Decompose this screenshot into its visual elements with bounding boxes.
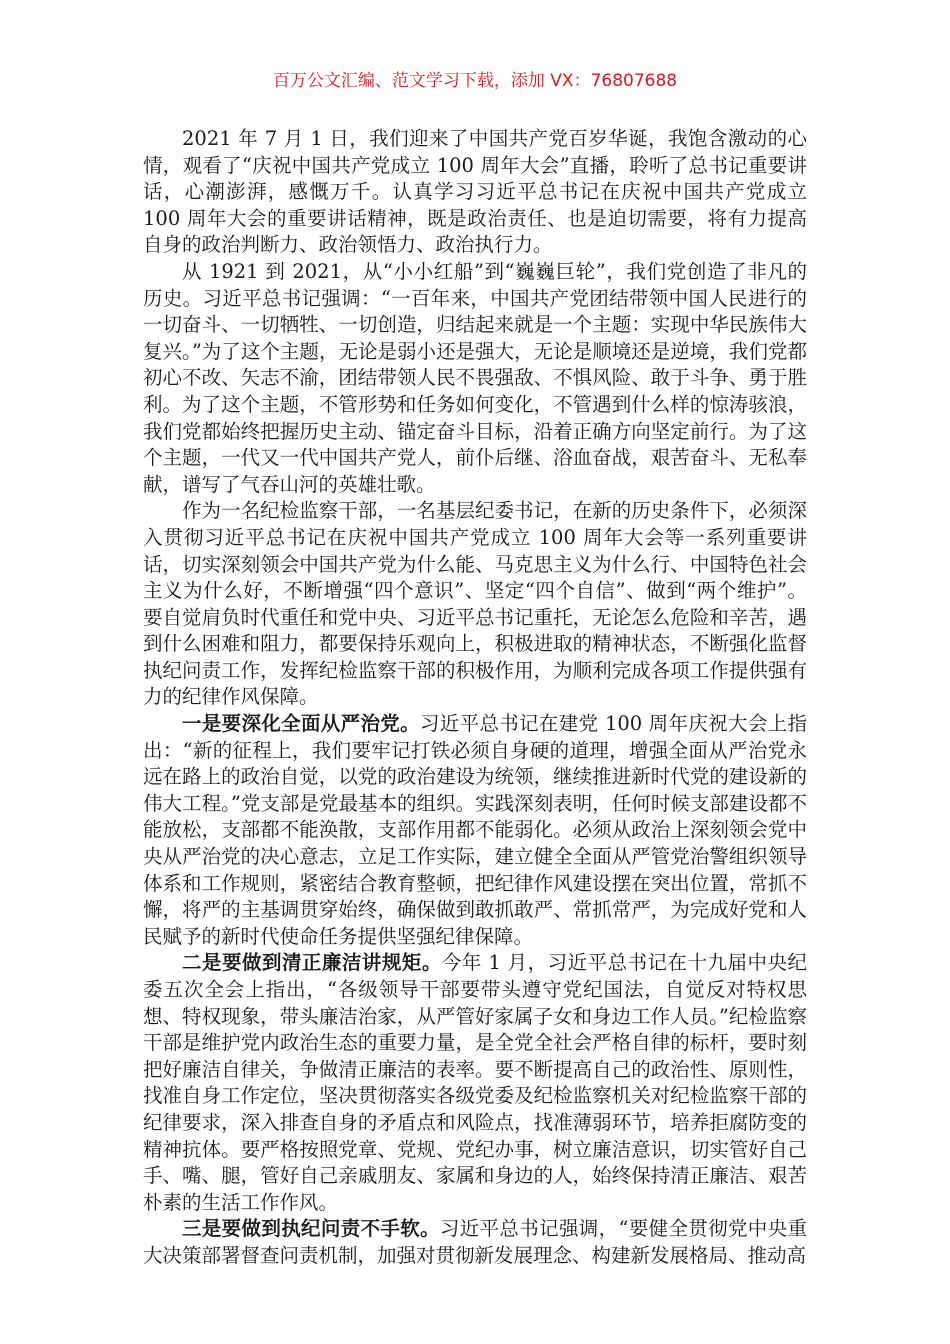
paragraph-intro (143, 126, 807, 259)
document-body (143, 126, 807, 1270)
paragraph-lead: 一是要深化全面从严治党。 (182, 712, 420, 736)
paragraph-lead: 二是要做到清正廉洁讲规矩。 (182, 951, 442, 975)
paragraph-text: 从 1921 到 2021，从“小小红船”到“巍巍巨轮”，我们党创造了非凡的历史。习近平总书记强调：“一百年来，中国共产党团结带领中国人民进行的一切奋斗、一切牺牲、一切创造，归结起来就是一个主题：实现中华民族伟大复兴。”为了这个主题，无论是弱小还是强大，无论是顺境还是逆境，我们党都初心不改、矢志不渝，团结带领人民不畏强敌、不惧风险、敢于斗争、勇于胜利。为了这个主题，不管形势和任务如何变化，不管遇到什么样的惊涛骇浪，我们党都始终把握历史主动、锚定奋斗目标，沿着正确方向坚定前行。为了这个主题，一代又一代中国共产党人，前仆后继、浴血奋战，艰苦奋斗、无私奉献，谱写了气吞山河的英雄壮歌。 (143, 259, 807, 496)
watermark-banner: 百万公文汇编、范文学习下载，添加 VX：76807688 (272, 71, 678, 91)
paragraph-lead: 三是要做到执纪问责不手软。 (182, 1217, 440, 1241)
paragraph-point-three (143, 1216, 807, 1269)
paragraph-history (143, 259, 807, 498)
paragraph-text: 今年 1 月，习近平总书记在十九届中央纪委五次全会上指出，“各级领导干部要带头遵守党纪国法，自觉反对特权思想、特权现象，带头廉洁治家，从严管好家属子女和身边工作人员。”纪检监察干部是维护党内政治生态的重要力量，是全党全社会严格自律的标杆，要时刻把好廉洁自律关，争做清正廉洁的表率。要不断提高自己的政治性、原则性，找准自身工作定位，坚决贯彻落实各级党委及纪检监察机关对纪检监察干部的纪律要求，深入排查自身的矛盾点和风险点，找准薄弱环节，培养拒腐防变的精神抗体。要严格按照党章、党规、党纪办事，树立廉洁意识，切实管好自己手、嘴、腿，管好自己亲戚朋友、家属和身边的人，始终保持清正廉洁、艰苦朴素的生活工作作风。 (143, 951, 807, 1214)
paragraph-text: 2021 年 7 月 1 日，我们迎来了中国共产党百岁华诞，我饱含激动的心情，观看了“庆祝中国共产党成立 100 周年大会”直播，聆听了总书记重要讲话，心潮澎湃，感慨万千。认真学习习近平总书记在庆祝中国共产党成立 100 周年大会的重要讲话精神，既是政治责任、也是迫切需要，将有力提高自身的政治判断力、政治领悟力、政治执行力。 (143, 127, 807, 257)
paragraph-point-one (143, 711, 807, 950)
paragraph-point-two (143, 950, 807, 1216)
paragraph-role (143, 498, 807, 711)
paragraph-text: 作为一名纪检监察干部，一名基层纪委书记，在新的历史条件下，必须深入贯彻习近平总书记在庆祝中国共产党成立 100 周年大会等一系列重要讲话，切实深刻领会中国共产党为什么能、马克思主义为什么行、中国特色社会主义为什么好，不断增强“四个意识”、坚定“四个自信”、做到“两个维护”。要自觉肩负时代重任和党中央、习近平总书记重托，无论怎么危险和辛苦，遇到什么困难和阻力，都要保持乐观向上，积极进取的精神状态，不断强化监督执纪问责工作，发挥纪检监察干部的积极作用，为顺利完成各项工作提供强有力的纪律作风保障。 (143, 499, 807, 709)
paragraph-text: 习近平总书记在建党 100 周年庆祝大会上指出：“新的征程上，我们要牢记打铁必须自身硬的道理，增强全面从严治党永远在路上的政治自觉，以党的政治建设为统领，继续推进新时代党的建设新的伟大工程。”党支部是党最基本的组织。实践深刻表明，任何时候支部建设都不能放松，支部都不能涣散，支部作用都不能弱化。必须从政治上深刻领会党中央从严治党的决心意志，立足工作实际，建立健全全面从严管党治警组织领导体系和工作规则，紧密结合教育整顿，把纪律作风建设摆在突出位置，常抓不懈，将严的主基调贯穿始终，确保做到敢抓敢严、常抓常严，为完成好党和人民赋予的新时代使命任务提供坚强纪律保障。 (143, 712, 807, 948)
paragraph-text: 习近平总书记强调，“要健全贯彻党中央重大决策部署督查问责机制，加强对贯彻新发展理念、构建新发展格局、推动高 (143, 1217, 807, 1267)
